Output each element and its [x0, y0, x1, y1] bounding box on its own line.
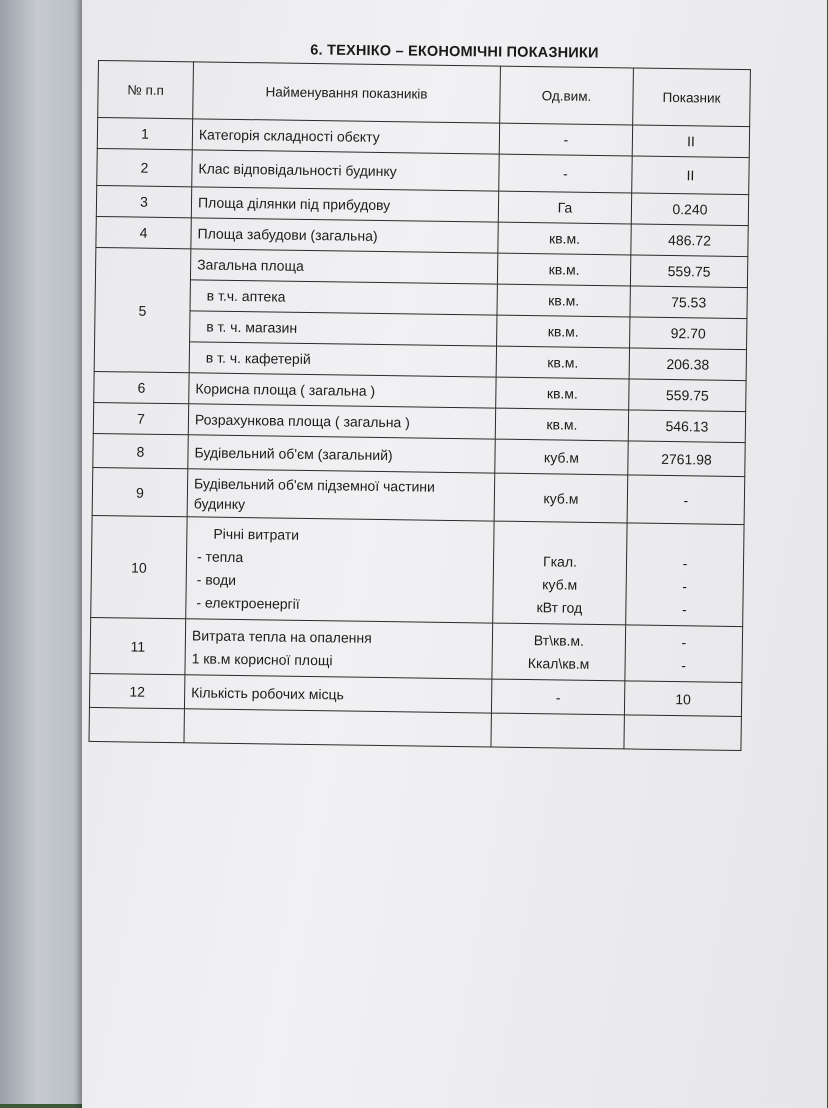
row-num: 12	[89, 673, 184, 708]
row-value: 546.13	[628, 410, 745, 443]
row-num: 2	[97, 148, 193, 186]
row-num: 3	[96, 185, 191, 217]
row-name: Корисна площа ( загальна )	[189, 373, 496, 408]
row-num	[89, 707, 184, 742]
header-name: Найменування показників	[193, 62, 501, 123]
adjacent-page	[0, 0, 82, 1104]
row-name	[186, 517, 494, 623]
header-num: № п.п	[98, 61, 194, 119]
row-name: Кількість робочих місць	[184, 675, 491, 713]
row-name-title: Річні витрати	[213, 525, 300, 543]
row-name: Площа забудови (загальна)	[191, 218, 498, 253]
row-unit: кв.м.	[496, 377, 629, 410]
table-row	[90, 617, 743, 682]
row-unit-line: кВт год	[536, 598, 583, 616]
row-name: Площа ділянки під прибудову	[191, 187, 498, 222]
row-unit: куб.м	[494, 473, 628, 523]
row-name-line: Витрата тепла на опалення	[191, 626, 372, 646]
row-value: 2761.98	[628, 441, 745, 477]
row-unit: кв.м.	[497, 253, 630, 286]
row-unit	[491, 713, 624, 749]
row-unit: Га	[498, 191, 631, 224]
row-num: 10	[91, 515, 187, 618]
row-value: 92.70	[630, 317, 747, 350]
row-unit: кв.м.	[497, 284, 630, 317]
row-value: II	[632, 156, 750, 195]
row-name	[184, 709, 491, 747]
row-num: 11	[90, 617, 186, 674]
row-unit-line: Ккал\кв.м	[527, 654, 590, 672]
row-unit: -	[491, 679, 624, 715]
row-unit: кв.м.	[496, 346, 629, 379]
row-unit: кв.м.	[498, 222, 631, 255]
row-name: в т.ч. аптека	[190, 280, 497, 315]
header-unit: Од.вим.	[500, 66, 634, 125]
indicators-table-wrap	[88, 60, 742, 775]
row-name: в т. ч. магазин	[190, 311, 497, 346]
row-name: Загальна площа	[190, 249, 497, 284]
row-unit: -	[499, 123, 632, 156]
row-unit: кв.м.	[495, 408, 628, 441]
row-name-line: 1 кв.м корисної площі	[191, 649, 333, 668]
row-name-line: - електроенергії	[196, 593, 300, 612]
row-name: Клас відповідальності будинку	[192, 150, 499, 191]
row-unit-line: Гкал.	[543, 552, 578, 570]
row-value: 0.240	[631, 193, 748, 226]
row-unit: -	[499, 154, 633, 193]
row-num: 7	[93, 402, 188, 434]
page-title: 6. ТЕХНІКО – ЕКОНОМІЧНІ ПОКАЗНИКИ	[310, 42, 599, 62]
document-page	[82, 0, 827, 1108]
table-header-row	[98, 61, 751, 127]
row-name: Розрахункова площа ( загальна )	[188, 404, 495, 439]
row-value: 206.38	[629, 348, 746, 381]
row-value: -	[627, 475, 745, 525]
row-value	[625, 625, 743, 683]
row-unit	[493, 521, 627, 625]
row-name: в т. ч. кафетерій	[189, 342, 496, 377]
row-value: II	[632, 125, 749, 158]
row-num: 8	[93, 433, 188, 468]
row-unit: куб.м	[495, 439, 628, 475]
row-unit: кв.м.	[497, 315, 630, 348]
row-name: Будівельний об'єм (загальний)	[188, 435, 495, 473]
row-value-line: -	[681, 633, 687, 650]
row-name-line: - води	[196, 570, 237, 588]
row-name-line: - тепла	[196, 547, 244, 565]
header-value: Показник	[633, 68, 751, 127]
row-name: Будівельний об'єм підземної частини будинку	[187, 469, 495, 521]
row-value: 486.72	[631, 224, 748, 257]
row-name: Категорія складності обєкту	[192, 119, 499, 154]
row-unit-line: Вт\кв.м.	[533, 631, 585, 649]
row-value	[624, 715, 741, 751]
row-value: 559.75	[630, 255, 747, 288]
row-num: 6	[94, 371, 189, 403]
indicators-table	[88, 60, 750, 751]
row-name	[185, 619, 493, 679]
row-num: 5	[94, 247, 191, 372]
row-value-line: -	[682, 577, 688, 594]
row-value: 10	[624, 681, 741, 717]
row-num: 4	[96, 216, 191, 248]
row-value-line: -	[681, 656, 687, 673]
row-value: 75.53	[630, 286, 747, 319]
row-num: 1	[97, 118, 192, 150]
row-unit	[492, 623, 626, 681]
row-unit-line: куб.м	[542, 575, 578, 593]
row-value	[626, 523, 744, 627]
row-num: 9	[92, 467, 188, 516]
table-row	[91, 515, 744, 626]
row-value: 559.75	[629, 379, 746, 412]
row-value-line: -	[681, 600, 687, 617]
row-value-line: -	[682, 554, 688, 571]
